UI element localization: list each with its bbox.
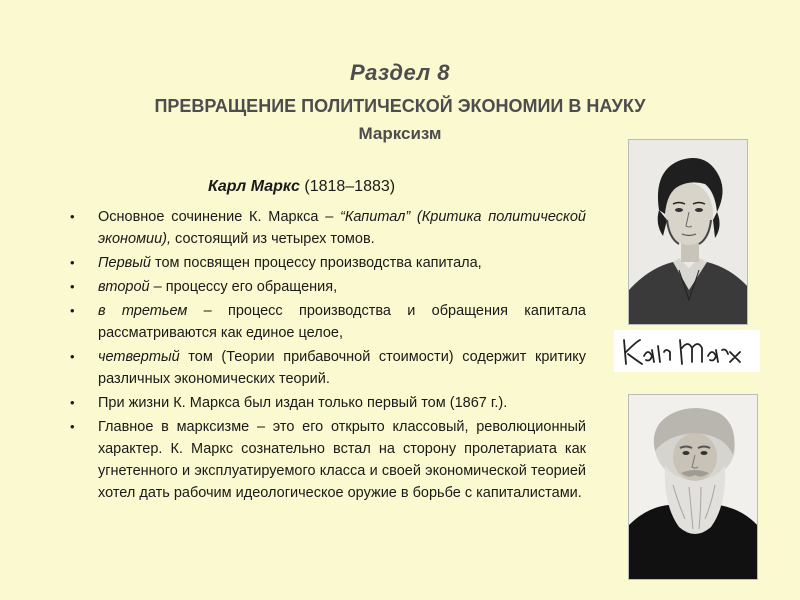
signature-image [614, 330, 760, 372]
person-years: (1818–1883) [304, 178, 396, 195]
bullet-emphasis: “Капитал” (Критика политической экономии), [98, 209, 586, 247]
bullet-text: Главное в марксизме – это его открыто классовый, революционный характер. К. Маркс сознательно встал на сторону пролетариата как угнетенного и эксплуатируемого класса и своей экономической теорией хотел дать рабочим идеологическое оружие в борьбе с капиталистами. [98, 419, 586, 501]
bullet-list [70, 206, 586, 506]
bullet-item [70, 346, 586, 390]
page-title: ПРЕВРАЩЕНИЕ ПОЛИТИЧЕСКОЙ ЭКОНОМИИ В НАУКУ [154, 96, 646, 116]
bullet-item [70, 206, 586, 250]
bullet-marker: • [70, 255, 75, 270]
signature-illustration [614, 330, 760, 372]
bullet-text: состоящий из четырех томов. [171, 231, 375, 247]
bullet-text: том (Теории прибавочной стоимости) содержит критику различных экономических теорий. [98, 349, 586, 387]
page-subtitle: Марксизм [358, 124, 442, 143]
bullet-emphasis: четвертый [98, 349, 180, 365]
bullet-item [70, 392, 586, 414]
bullet-item [70, 300, 586, 344]
portrait-young-illustration [629, 140, 748, 325]
bullet-text: При жизни К. Маркса был издан только первый том (1867 г.). [98, 395, 508, 411]
bullet-emphasis: Первый [98, 255, 151, 271]
bullet-item [70, 276, 586, 298]
bullet-text: – процессу его обращения, [149, 279, 338, 295]
section-title: Раздел 8 [350, 60, 450, 85]
bullet-emphasis: в третьем [98, 303, 188, 319]
bullet-marker: • [70, 349, 75, 364]
bullet-marker: • [70, 395, 75, 410]
person-name: Карл Маркс [208, 178, 300, 195]
bullet-text: Основное сочинение К. Маркса – [98, 209, 341, 225]
portrait-old-illustration [629, 395, 758, 580]
bullet-text: – процесс производства и обращения капитала рассматриваются как единое целое, [98, 303, 586, 341]
bullet-marker: • [70, 303, 75, 318]
bullet-text: том посвящен процессу производства капитала, [150, 255, 482, 271]
bullet-marker: • [70, 279, 75, 294]
bullet-marker: • [70, 419, 75, 434]
portrait-old-image [628, 394, 758, 580]
portrait-young-image [628, 139, 748, 325]
bullet-marker: • [70, 209, 75, 224]
bullet-item [70, 252, 586, 274]
bullet-emphasis: второй [98, 279, 150, 295]
person-heading [208, 178, 395, 196]
bullet-item [70, 416, 586, 504]
